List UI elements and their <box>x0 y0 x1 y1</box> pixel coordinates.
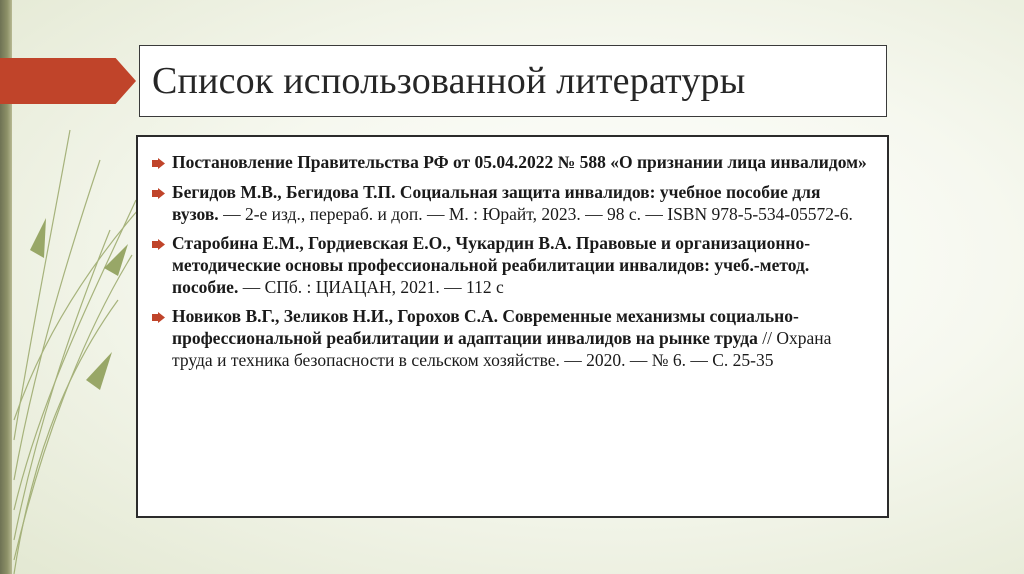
reference-item <box>152 181 867 225</box>
arrow-bullet-icon <box>152 181 172 204</box>
arrow-bullet-icon <box>152 151 172 174</box>
reference-item <box>152 305 867 371</box>
arrow-bullet-icon <box>152 305 172 328</box>
reference-text: Бегидов М.В., Бегидова Т.П. Социальная защита инвалидов: учебное пособие для вузов. — 2-е изд., перераб. и доп. — М. : Юрайт, 2023. — 98 с. — ISBN 978-5-534-05572-6. <box>172 182 853 224</box>
title-box <box>139 45 887 117</box>
reference-text: Новиков В.Г., Зеликов Н.И., Горохов С.А. Современные механизмы социально-профессиональной реабилитации и адаптации инвалидов на рынке труда // Охрана труда и техника безопасности в сельском хозяйстве. — 2020. — № 6. — С. 25-35 <box>172 306 832 370</box>
reference-text: Старобина Е.М., Гордиевская Е.О., Чукардин В.А. Правовые и организационно-методические основы профессиональной реабилитации инвалидов: учеб.-метод. пособие. — СПб. : ЦИАЦАН, 2021. — 112 с <box>172 233 811 297</box>
references-list <box>152 151 867 371</box>
arrow-bullet-icon <box>152 232 172 255</box>
title-accent-arrow <box>0 58 136 104</box>
reference-item <box>152 151 867 174</box>
references-box <box>136 135 889 518</box>
reference-text: Постановление Правительства РФ от 05.04.2022 № 588 «О признании лица инвалидом» <box>172 152 867 172</box>
slide-title: Список использованной литературы <box>152 60 746 102</box>
reference-item <box>152 232 867 298</box>
